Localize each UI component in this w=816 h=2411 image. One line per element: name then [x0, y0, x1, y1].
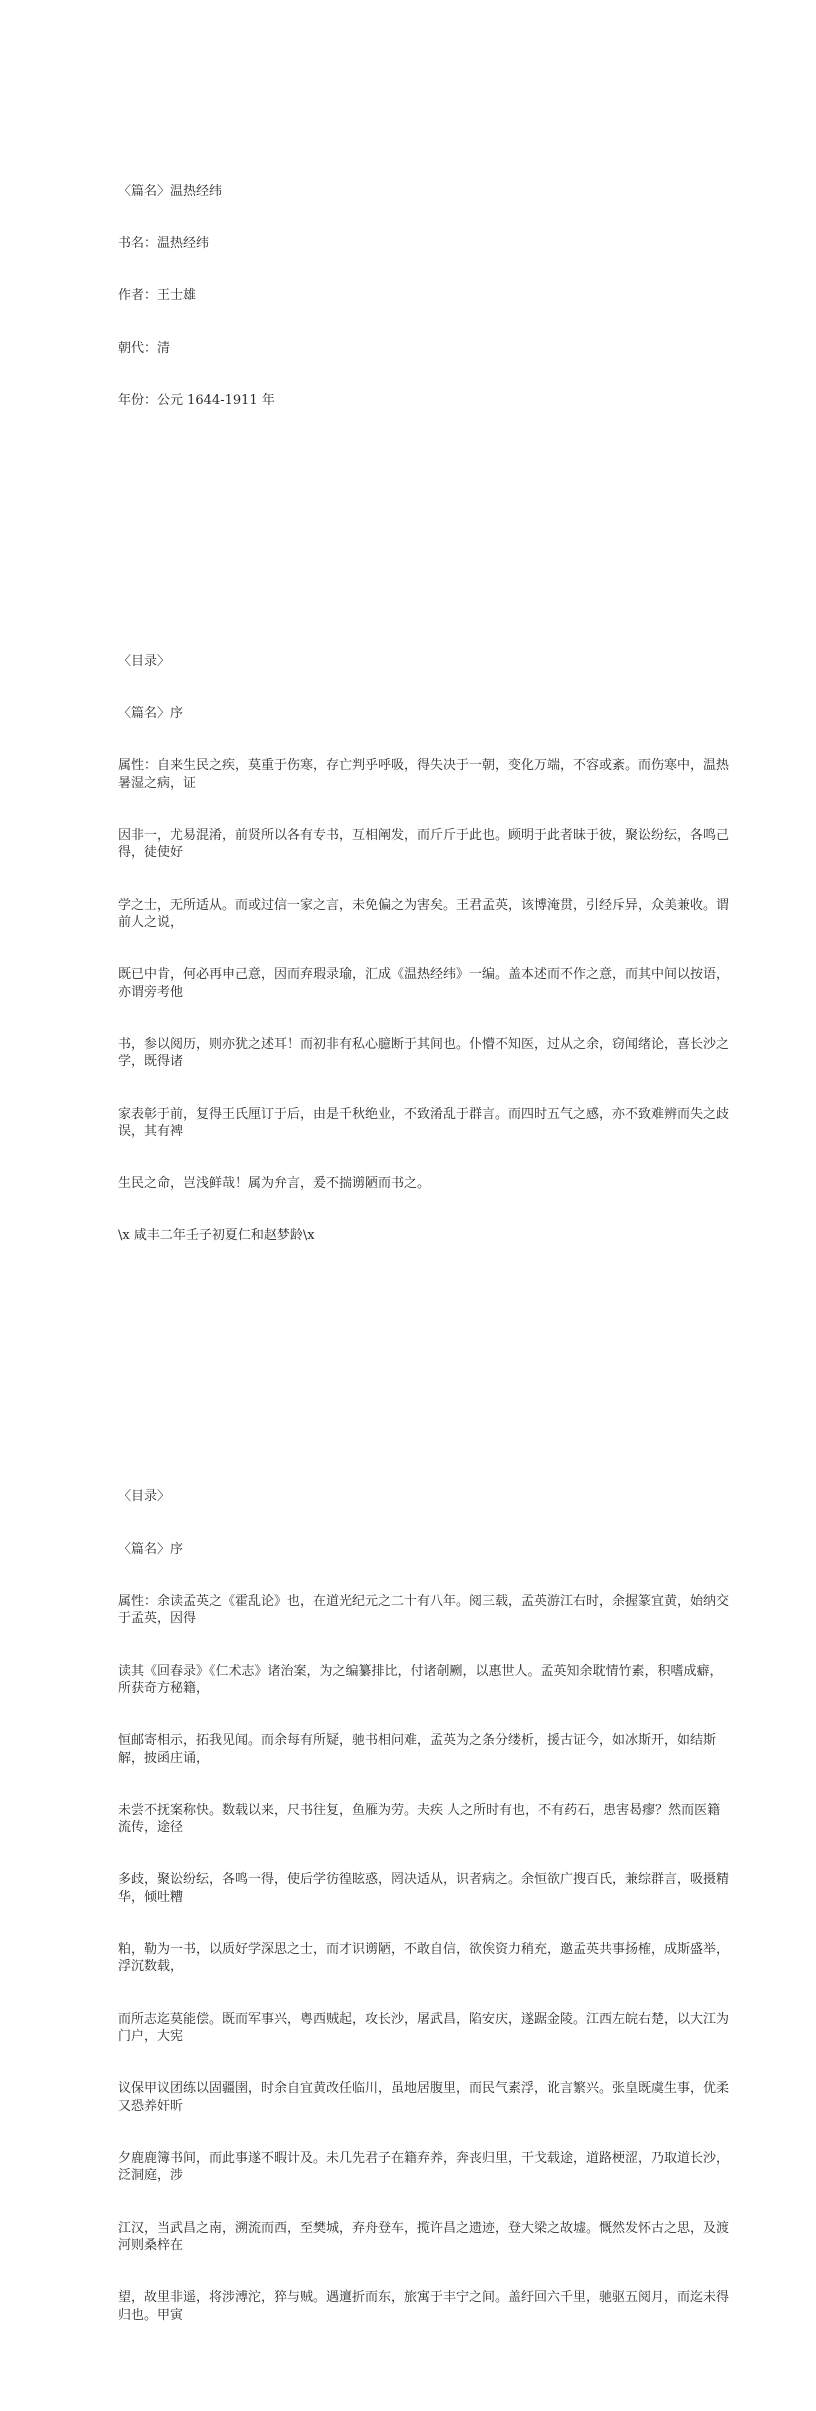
paragraph: 读其《回春录》《仁术志》诸治案，为之编纂排比，付诸剞劂，以惠世人。孟英知余耽情竹素，积嗜成癖，所获奇方秘籍， — [118, 1663, 723, 1696]
paragraph: 议保甲议团练以固疆圉，时余自宜黄改任临川，虽地居腹里，而民气素浮，讹言繁兴。张皇既虞生事，优柔又恐养奸昕 — [118, 2081, 730, 2114]
toc-marker: 〈目录〉 — [118, 653, 171, 669]
section-gap — [118, 549, 732, 566]
book-title-marker: 〈篇名〉温热经纬 — [118, 184, 223, 200]
toc-marker: 〈目录〉 — [118, 1489, 171, 1505]
section-gap — [118, 496, 732, 513]
paragraph: 多歧，聚讼纷纭，各鸣一得，使后学彷徨眩惑，罔决适从，识者病之。余恒欲广搜百氏，兼综群言，吸摄精华，倾吐糟 — [118, 1872, 730, 1905]
paragraph: 既已中肯，何必再申己意，因而弃瑕录瑜，汇成《温热经纬》一编。盖本述而不作之意，而其中间以按语，亦谓旁考他 — [118, 967, 730, 1000]
paragraph: 属性：自来生民之疾，莫重于伤寒，存亡判乎呼吸，得失决于一朝，变化万端，不容或紊。而伤寒中，温热暑湿之病，证 — [118, 758, 730, 791]
paragraph: 因非一，尤易混淆，前贤所以各有专书，互相阐发，而斤斤于此也。顾明于此者昧于彼，聚讼纷纭，各鸣己得，徒使好 — [118, 828, 730, 861]
section-gap — [118, 1384, 732, 1401]
paragraph: 家表彰于前，复得王氏厘订于后，由是千秋绝业，不致淆乱于群言。而四时五气之感，亦不致难辨而失之歧误，其有裨 — [118, 1106, 730, 1139]
section-preface-one — [118, 618, 732, 1279]
paragraph: 学之士，无所适从。而或过信一家之言，未免偏之为害矣。王君孟英，该博淹贯，引经斥异，众美兼收。谓前人之说， — [118, 897, 730, 931]
paragraph: 望，故里非遥，将涉溥沱，猝与贼。遇邅折而东，旅寓于丰宁之间。盖纡回六千里，驰驱五阅月，而迄未得归也。甲寅 — [118, 2290, 730, 2323]
book-dynasty-field: 朝代：清 — [118, 340, 171, 356]
section-gap — [118, 1332, 732, 1349]
section-preface-two — [118, 1454, 732, 2359]
paragraph: 生民之命，岂浅鲜哉！属为弁言，爰不揣谫陋而书之。 — [118, 1176, 431, 1192]
section-title-marker: 〈篇名〉序 — [118, 706, 184, 722]
book-author-field: 作者：王士雄 — [118, 288, 197, 304]
paragraph: 夕鹿鹿簿书间，而此事遂不暇计及。未几先君子在籍弃养，奔丧归里，干戈载途，道路梗涩，乃取道长沙，泛洞庭，涉 — [118, 2150, 730, 2184]
paragraph: 未尝不抚案称快。数载以来，尺书往复，鱼雁为劳。夫疾 人之所时有也，不有药石，患害曷瘳？然而医籍流传，途径 — [118, 1802, 721, 1836]
document-body — [118, 96, 732, 2411]
paragraph: 江汉，当武昌之南，溯流而西，至樊城，弃舟登车，揽许昌之遗迹，登大梁之故墟。慨然发怀古之思，及渡河则桑梓在 — [118, 2220, 730, 2253]
book-title-field: 书名：温热经纬 — [118, 236, 210, 252]
paragraph: 而所志迄莫能偿。既而军事兴，粤西贼起，攻长沙，屠武昌，陷安庆，遂踞金陵。江西左皖右楚，以大江为门户，大宪 — [118, 2011, 730, 2045]
section-signature: \x 咸丰二年壬子初夏仁和赵梦龄\x — [118, 1228, 315, 1244]
book-header — [118, 148, 732, 444]
paragraph: 粕，勒为一书，以质好学深思之士，而才识谫陋，不敢自信，欲俟资力稍充，邀孟英共事扬榷，成斯盛举，浮沉数载， — [118, 1942, 730, 1975]
paragraph: 书，参以阅历，则亦犹之述耳！而初非有私心臆断于其间也。仆懵不知医，过从之余，窃闻绪论，喜长沙之学，既得诸 — [118, 1036, 730, 1070]
section-title-marker: 〈篇名〉序 — [118, 1541, 184, 1557]
paragraph: 属性：余读孟英之《霍乱论》也，在道光纪元之二十有八年。阅三载，孟英游江右时，余握篆宜黄，始纳交于孟英，因得 — [118, 1593, 730, 1627]
book-year-field: 年份：公元 1644-1911 年 — [118, 392, 275, 408]
paragraph: 恒邮寄相示，拓我见闻。而余每有所疑，驰书相问难，孟英为之条分缕析，援古证今，如冰斯开，如结斯解，披函庄诵， — [118, 1733, 717, 1766]
